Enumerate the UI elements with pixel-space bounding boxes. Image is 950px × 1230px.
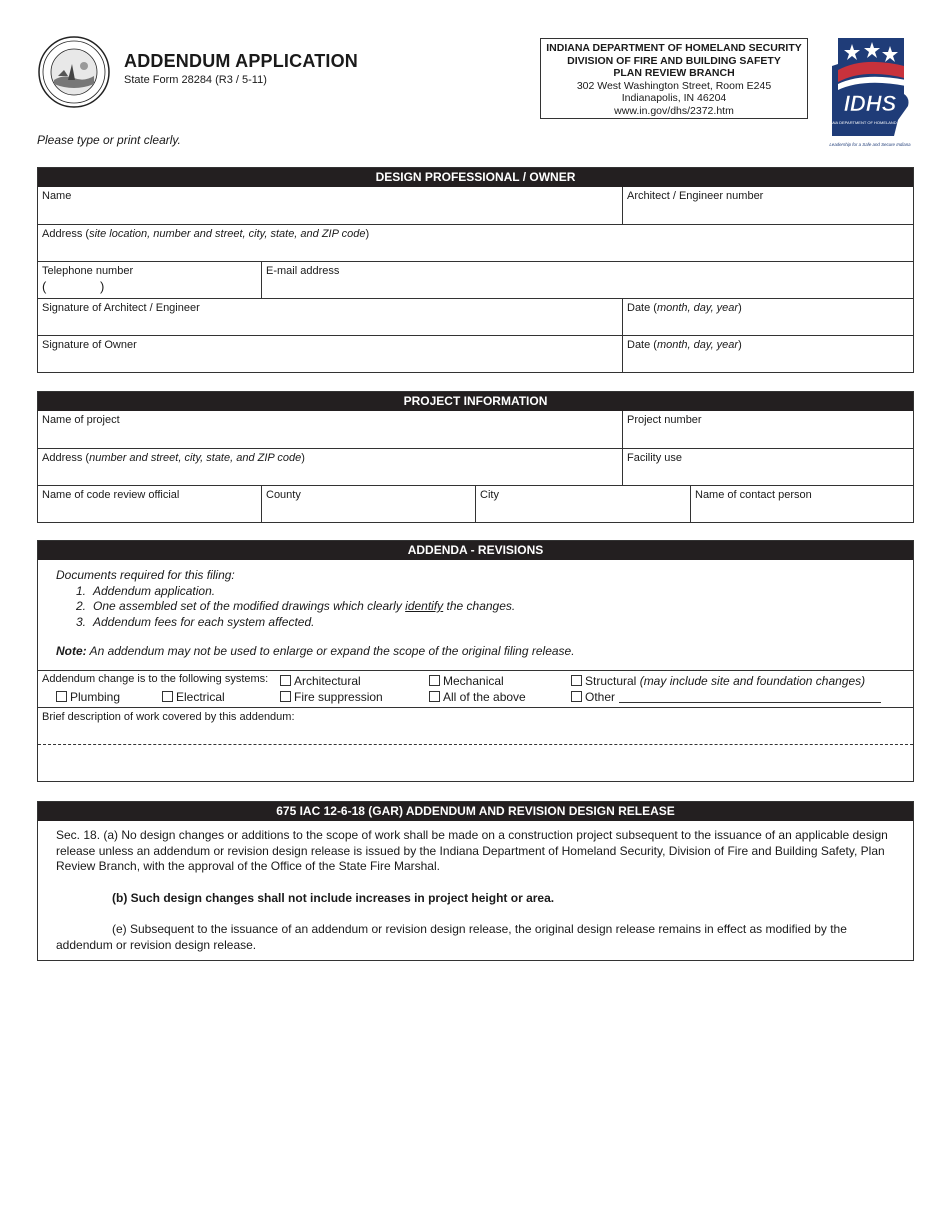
list-number: 3. <box>76 614 87 629</box>
other-input-line[interactable] <box>619 691 881 703</box>
release-paragraph-b: (b) Such design changes shall not include increases in project height or area. <box>112 890 555 905</box>
addenda-revisions-section <box>37 540 914 782</box>
agency-name: INDIANA DEPARTMENT OF HOMELAND SECURITY <box>546 42 802 54</box>
ae-number-label: Architect / Engineer number <box>627 190 764 202</box>
addenda-heading: ADDENDA - REVISIONS <box>38 541 913 560</box>
row-brief-description <box>38 707 913 781</box>
project-information-heading: PROJECT INFORMATION <box>38 392 913 411</box>
date-label-hint: month, day, year <box>656 302 739 314</box>
email-field[interactable] <box>261 262 913 298</box>
contact-person-label: Name of contact person <box>695 489 812 501</box>
email-label: E-mail address <box>266 265 340 277</box>
agency-address-box <box>540 38 808 119</box>
checkbox-other[interactable] <box>571 690 881 704</box>
branch-name: PLAN REVIEW BRANCH <box>613 67 735 80</box>
checkbox-icon <box>56 691 67 702</box>
note-text: An addendum may not be used to enlarge or expand the scope of the original filing release. <box>86 644 575 658</box>
signature-ae-label: Signature of Architect / Engineer <box>42 302 200 314</box>
list-text-underlined: identify <box>405 599 444 613</box>
release-paragraph-e: (e) Subsequent to the issuance of an addendum or revision design release, the original design release remains in effect as modified by the addendum or revision design release. <box>56 922 847 952</box>
design-release-heading: 675 IAC 12-6-18 (GAR) ADDENDUM AND REVISION DESIGN RELEASE <box>38 802 913 821</box>
row-project-contacts <box>38 485 913 522</box>
ae-number-field[interactable] <box>622 187 913 224</box>
project-name-label: Name of project <box>42 414 120 426</box>
row-name <box>38 187 913 224</box>
checkbox-fire-suppression[interactable] <box>280 690 383 704</box>
idhs-logo-subtitle: INDIANA DEPARTMENT OF HOMELAND SECURITY <box>824 120 914 125</box>
project-address-label-hint: number and street, city, state, and ZIP code <box>89 452 302 464</box>
signature-owner-label: Signature of Owner <box>42 339 137 351</box>
checkbox-all-of-the-above[interactable] <box>429 690 526 704</box>
division-name: DIVISION OF FIRE AND BUILDING SAFETY <box>567 54 781 67</box>
idhs-logo-tagline: Leadership for a Safe and Secure Indiana <box>829 142 911 147</box>
checkbox-icon <box>429 691 440 702</box>
checkbox-mechanical[interactable] <box>429 674 504 688</box>
date-label-suffix: ) <box>738 339 742 351</box>
form-number: State Form 28284 (R3 / 5-11) <box>124 74 267 86</box>
checkbox-label: Structural <box>585 674 637 688</box>
checkbox-label: Architectural <box>294 674 361 688</box>
city-label: City <box>480 489 499 501</box>
row-sig-ae <box>38 298 913 335</box>
date-label-hint: month, day, year <box>656 339 739 351</box>
list-item <box>76 615 913 631</box>
project-address-label-prefix: Address ( <box>42 452 90 464</box>
list-text: the changes. <box>443 599 516 613</box>
row-project-address <box>38 448 913 485</box>
facility-use-label: Facility use <box>627 452 683 464</box>
date-owner-field[interactable] <box>622 336 913 372</box>
instruction-text: Please type or print clearly. <box>37 133 181 147</box>
idhs-logo <box>824 36 914 150</box>
checkbox-icon <box>571 675 582 686</box>
checkbox-plumbing[interactable] <box>56 690 120 704</box>
code-review-official-label: Name of code review official <box>42 489 180 501</box>
brief-description-label: Brief description of work covered by this addendum: <box>42 711 295 723</box>
form-title: ADDENDUM APPLICATION <box>124 51 358 71</box>
date-label-prefix: Date ( <box>627 302 657 314</box>
project-address-field[interactable] <box>38 449 622 485</box>
project-number-field[interactable] <box>622 411 913 448</box>
project-number-label: Project number <box>627 414 702 426</box>
design-release-section <box>37 801 914 961</box>
signature-owner-field[interactable] <box>38 336 622 372</box>
row-address <box>38 224 913 261</box>
list-item <box>76 599 913 615</box>
row-systems <box>38 670 913 707</box>
date-label-prefix: Date ( <box>627 339 657 351</box>
address-field[interactable] <box>38 225 913 261</box>
documents-intro: Documents required for this filing: <box>56 568 235 582</box>
structural-note: (may include site and foundation changes) <box>636 674 866 688</box>
checkbox-label: Other <box>585 690 616 704</box>
addendum-note <box>38 630 913 666</box>
city-field[interactable] <box>475 486 690 522</box>
name-label: Name <box>42 190 72 202</box>
state-seal-logo <box>38 36 110 108</box>
name-field[interactable] <box>38 187 622 224</box>
checkbox-icon <box>162 691 173 702</box>
address-label-prefix: Address ( <box>42 228 90 240</box>
telephone-label: Telephone number <box>42 265 134 277</box>
checkbox-icon <box>280 675 291 686</box>
dashed-divider <box>38 744 913 745</box>
documents-required <box>38 560 913 670</box>
facility-use-field[interactable] <box>622 449 913 485</box>
contact-person-field[interactable] <box>690 486 913 522</box>
checkbox-electrical[interactable] <box>162 690 225 704</box>
county-label: County <box>266 489 301 501</box>
note-label: Note: <box>56 644 87 658</box>
checkbox-label: Electrical <box>176 690 225 704</box>
project-information-section <box>37 391 914 523</box>
area-code-close-paren: ) <box>100 279 105 294</box>
list-text: Addendum application. <box>93 583 216 598</box>
row-project-name <box>38 411 913 448</box>
street-address: 302 West Washington Street, Room E245 <box>576 79 772 92</box>
project-name-field[interactable] <box>38 411 622 448</box>
telephone-field[interactable] <box>38 262 261 298</box>
list-number: 2. <box>76 599 87 613</box>
design-professional-section <box>37 167 914 373</box>
checkbox-label: All of the above <box>443 690 526 704</box>
row-telephone <box>38 261 913 298</box>
list-number: 1. <box>76 583 87 598</box>
checkbox-icon <box>571 691 582 702</box>
area-code-open-paren: ( <box>42 279 47 294</box>
project-address-label-suffix: ) <box>301 452 305 464</box>
idhs-logo-text: IDHS <box>843 91 897 116</box>
checkbox-label: Fire suppression <box>294 690 383 704</box>
checkbox-label: Mechanical <box>443 674 504 688</box>
signature-ae-field[interactable] <box>38 299 622 335</box>
list-text: Addendum fees for each system affected. <box>93 614 315 629</box>
design-release-text <box>38 821 913 960</box>
checkbox-architectural[interactable] <box>280 674 361 688</box>
checkbox-structural[interactable] <box>571 674 865 688</box>
list-item <box>76 584 913 600</box>
release-paragraph-a: Sec. 18. (a) No design changes or additions to the scope of work shall be made on a construction project subsequent to the issuance of an applicable design release unless an addendum or revision design release is issued by the Indiana Department of Homeland Security, Division of Fire and Building Safety, Plan Review Branch, with the approval of the Office of the State Fire Marshal. <box>56 828 888 873</box>
checkbox-label: Plumbing <box>70 690 121 704</box>
agency-website: www.in.gov/dhs/2372.htm <box>614 104 734 117</box>
code-review-official-field[interactable] <box>38 486 261 522</box>
date-label-suffix: ) <box>738 302 742 314</box>
documents-list <box>56 584 913 631</box>
checkbox-icon <box>429 675 440 686</box>
city-state-zip: Indianapolis, IN 46204 <box>621 92 727 105</box>
row-sig-owner <box>38 335 913 372</box>
address-label-suffix: ) <box>365 228 370 240</box>
address-label-hint: site location, number and street, city, state, and ZIP code <box>89 228 366 240</box>
list-text: One assembled set of the modified drawings which clearly <box>93 599 406 613</box>
date-ae-field[interactable] <box>622 299 913 335</box>
systems-label: Addendum change is to the following systems: <box>42 673 269 685</box>
county-field[interactable] <box>261 486 475 522</box>
design-professional-heading: DESIGN PROFESSIONAL / OWNER <box>38 168 913 187</box>
checkbox-icon <box>280 691 291 702</box>
